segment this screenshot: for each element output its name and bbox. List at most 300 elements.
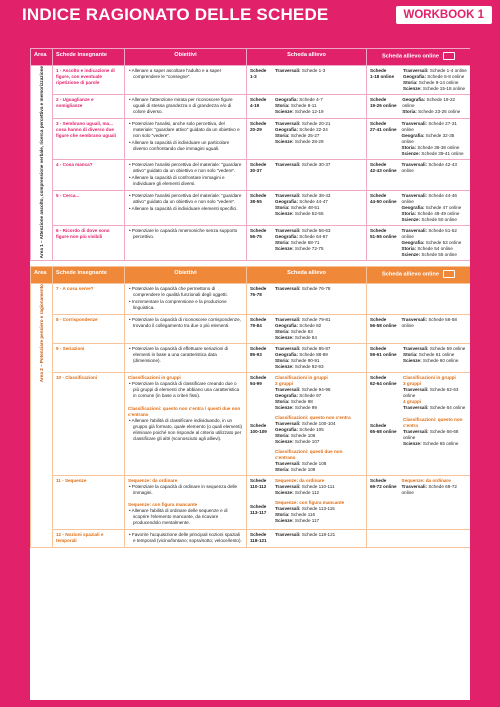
objectives-cell (125, 344, 247, 373)
objective-text: Potenziare l'analisi percettiva del materiale: "guardare attivo" guidato da un obiettivo e non solo "vedere". (131, 193, 242, 204)
schede-range: Schede 109 (289, 467, 316, 472)
schede-range: Schede 19-22 online (402, 97, 456, 108)
subject-label: Storia: (403, 80, 418, 85)
table-header (31, 49, 471, 66)
schede-range: Schede 44-47 (297, 199, 328, 204)
teacher-sheet-cell (53, 344, 125, 373)
objective-item: • Potenziare la capacità che permettono di comprendere le qualità funzionali degli oggetti. (129, 286, 228, 297)
student-online-cell (367, 284, 471, 315)
objective-text: Allenare la capacità di individuare elementi specifici. (131, 206, 238, 211)
schede-line (403, 405, 467, 411)
schede-label: Schede (250, 162, 267, 167)
subject-label: Trasversali: (275, 387, 301, 392)
schede-label: Schede (370, 478, 387, 483)
schede-number: 110-112 (250, 484, 267, 489)
student-online-cell (367, 191, 471, 226)
schede-number: 79-84 (250, 323, 262, 328)
student-cell (247, 160, 367, 191)
subject-label: Trasversali: (275, 228, 301, 233)
schede-line (402, 133, 468, 145)
schede-number: 76-78 (250, 292, 262, 297)
subject-label: Geografia: (275, 323, 298, 328)
table-row (31, 315, 471, 344)
col-teacher: Schede insegnante (53, 267, 125, 284)
subsection-title: 4 gruppi (403, 399, 422, 404)
objectives-cell (125, 95, 247, 119)
schede-range: Schede 62-63 online (403, 387, 459, 398)
subject-label: Trasversali: (401, 484, 428, 489)
objective-text: Allenare l'attenzione mirata per riconoscere figure uguali di stessa grandezza o di grandezza e/o di colore diverso. (131, 97, 233, 114)
schede-line (403, 387, 467, 399)
subject-label: Trasversali: (403, 405, 429, 410)
objectives-cell (125, 66, 247, 95)
schede-range: Schede 94-96 (300, 387, 331, 392)
student-online-cell (367, 373, 471, 476)
schede-line (402, 484, 468, 496)
subsection-title: Sequenze: da ordinare (275, 478, 325, 483)
teacher-sheet-title: 5 - Cerca... (56, 193, 80, 198)
schede-line (402, 97, 467, 109)
schede-range: Schede 56-58 online (401, 317, 457, 328)
subject-label: Scienze: (275, 335, 294, 340)
schede-label: Schede (250, 193, 267, 198)
schede-range: Schede 118-121 (300, 532, 336, 537)
schede-range: Schede 69-72 online (401, 484, 457, 495)
area-label-cell (31, 284, 53, 548)
subject-label: Scienze: (275, 139, 294, 144)
col-student: Scheda allievo (247, 49, 367, 66)
subsection-title: Classificazioni: questi due non c'entrano (275, 449, 343, 460)
subject-label: Trasversali: (275, 484, 301, 489)
subsection-title: Classificazioni: questo non c'entra (275, 415, 351, 420)
schede-line (275, 532, 335, 538)
schede-range: Schede 98 (289, 399, 313, 404)
subject-label: Trasversali: (275, 68, 301, 73)
schede-range: Schede 79-81 (300, 317, 331, 322)
objectives-cell (125, 191, 247, 226)
table-row (31, 284, 471, 315)
subject-label: Storia: (275, 358, 290, 363)
schede-range: Schede 23-26 online (416, 109, 461, 114)
subject-label: Scienze: (275, 246, 294, 251)
schede-range: Schede 76-78 (300, 286, 331, 291)
subject-label: Storia: (275, 240, 290, 245)
schede-range: Schede 54 online (416, 246, 453, 251)
schede-line (403, 358, 465, 364)
subject-label: Scienze: (401, 217, 421, 222)
schede-range: Schede 48-49 online (416, 211, 460, 216)
objective-item: • Potenziare la capacità di riconoscere corrispondenze, trovando il collegamento tra due o più elementi. (129, 317, 241, 328)
subject-label: Storia: (275, 399, 290, 404)
objectives-cell (125, 373, 247, 476)
student-online-cell (367, 66, 471, 95)
subject-label: Trasversali: (401, 193, 428, 198)
schede-label: Schede (370, 162, 387, 167)
student-cell (247, 530, 367, 548)
schede-range: Schede 47 online (424, 205, 462, 210)
subject-label: Scienze: (275, 439, 294, 444)
schede-label: Schede (370, 121, 387, 126)
subject-label: Storia: (275, 512, 290, 517)
objective-text: Potenziare la capacità di classificare creando due o più gruppi di elementi che abbiano una caratteristica in comune (in base a criteri fissi). (131, 381, 240, 398)
subject-label: Geografia: (275, 352, 298, 357)
subject-label: Trasversali: (275, 421, 301, 426)
schede-range: Schede 61 online (417, 352, 455, 357)
teacher-sheet-cell (53, 530, 125, 548)
schede-range: Schede 32-35 online (401, 133, 455, 144)
teacher-sheet-title: 9 - Seriazioni (56, 346, 85, 351)
subject-label: Trasversali: (275, 162, 301, 167)
table-header (31, 267, 471, 284)
schede-line (275, 364, 330, 370)
schede-line (403, 86, 467, 92)
student-online-cell (367, 95, 471, 119)
subject-label: Storia: (275, 467, 290, 472)
schede-range: Schede 27-31 online (401, 121, 457, 132)
subject-label: Storia: (402, 109, 417, 114)
schede-line (402, 151, 468, 157)
student-cell (247, 66, 367, 95)
schede-line (275, 467, 363, 473)
col-student-online: Scheda allievo online (367, 267, 471, 284)
objective-text: Incrementare la comprensione e la produzione linguistica. (131, 299, 227, 310)
schede-line (402, 193, 468, 205)
index-sheet (30, 48, 470, 700)
subject-label: Trasversali: (401, 317, 428, 322)
schede-number: 56-58 online (370, 323, 397, 328)
subject-label: Trasversali: (275, 532, 301, 537)
student-online-cell (367, 160, 471, 191)
objectives-cell (125, 160, 247, 191)
schede-label: Schede (250, 228, 267, 233)
schede-line (275, 335, 330, 341)
schede-number: 42-43 online (370, 168, 397, 173)
schede-range: Schede 28-29 (293, 139, 324, 144)
schede-line (275, 68, 325, 74)
schede-range: Schede 56-63 (300, 228, 331, 233)
teacher-sheet-title: 2 - Uguaglianze e somiglianze (56, 97, 94, 108)
objective-item: • Potenziare l'analisi percettiva del materiale: "guardare attivo" guidato da un obiettivo e non solo "vedere". (129, 193, 242, 204)
schede-label: Schede (370, 68, 387, 73)
schede-label: Schede (250, 423, 267, 428)
subject-label: Geografia: (401, 205, 425, 210)
schede-range: Schede 22-24 (297, 127, 328, 132)
subject-label: Trasversali: (401, 162, 428, 167)
teacher-sheet-title: 6 - Ricordo di dove sono figure non più visibili (56, 228, 110, 239)
student-online-cell (367, 119, 471, 160)
subject-label: Scienze: (403, 86, 422, 91)
schede-number: 38-55 (250, 199, 262, 204)
objective-item: • Potenziare l'analisi, anche solo percettiva, del materiale: "guardare attivo" guidato da un obiettivo e non solo "vedere". (129, 121, 240, 138)
teacher-sheet-title: 7 - A cosa serve? (56, 286, 94, 291)
subject-label: Trasversali: (275, 461, 301, 466)
schede-range: Schede 100-104 (300, 421, 336, 426)
col-student: Scheda allievo (247, 267, 367, 284)
subject-label: Storia: (403, 352, 418, 357)
subsection-title: Classificazioni in gruppi (275, 375, 328, 380)
student-cell (247, 95, 367, 119)
objectives-cell (125, 226, 247, 261)
subject-label: Scienze: (403, 358, 422, 363)
schede-line (402, 109, 467, 115)
subject-label: Scienze: (275, 490, 294, 495)
schede-label: Schede (250, 317, 267, 322)
schede-range: Schede 106 (289, 433, 316, 438)
objective-item: • Potenziare la capacità di classificare creando due o più gruppi di elementi che abbiano una caratteristica in comune (in base a criteri fissi). (129, 381, 240, 398)
objective-item: • Allenare la capacità di individuare un particolare diverso confrontando due immagini uguali. (129, 140, 230, 151)
subject-label: Scienze: (275, 364, 294, 369)
subject-label: Geografia: (403, 74, 426, 79)
subsection-title: Classificazioni: questo non c'entra / questi due non c'entrano (128, 406, 241, 417)
schede-label: Schede (250, 504, 267, 509)
objective-item: • Allenare l'abilità di classificare individuando, in un gruppo già formato, quale elemento (o quali elementi) eliminare poiché non risponde al criterio utilizzato per classificare gli altri (sconosciuto agli allievi). (129, 418, 243, 441)
schede-number: 100-109 (250, 429, 267, 434)
subject-label: Trasversali: (275, 506, 301, 511)
schede-range: Schede 68-71 (289, 240, 320, 245)
objective-text: Allenare la capacità di confrontare immagini e individuare gli elementi diversi. (131, 175, 225, 186)
subsection-title: Sequenze: da ordinare (128, 478, 178, 483)
col-objectives: Obiettivi (125, 49, 247, 66)
schede-number: 85-93 (250, 352, 262, 357)
schede-line (275, 246, 330, 252)
schede-range: Schede 92-93 (293, 364, 324, 369)
schede-number: 113-117 (250, 510, 267, 515)
schede-range: Schede 44-46 online (401, 193, 457, 204)
objective-text: Potenziare la capacità che permettono di comprendere le qualità funzionali degli oggetti. (131, 286, 228, 297)
student-online-cell (367, 226, 471, 261)
student-cell (247, 476, 367, 530)
area-label: Area 2 – Potenziare pensiero e ragionamento (38, 284, 44, 383)
teacher-sheet-cell (53, 160, 125, 191)
subject-label: Storia: (401, 145, 417, 150)
subject-label: Trasversali: (275, 121, 301, 126)
schede-line (402, 217, 468, 223)
schede-label: Schede (370, 228, 387, 233)
student-online-cell (367, 315, 471, 344)
table-row (31, 226, 471, 261)
subject-label: Geografia: (275, 427, 298, 432)
schede-range: Schede 97 (297, 393, 322, 398)
schede-label: Schede (250, 68, 267, 73)
teacher-sheet-cell (53, 315, 125, 344)
objective-item: • Potenziare le capacità mnemoniche senza supporto percettivo. (129, 228, 238, 239)
subject-label: Storia: (275, 205, 290, 210)
objective-item: • Potenziare l'analisi percettiva del materiale: "guardare attivo" guidato da un obiettivo e non solo "vedere". (129, 162, 242, 173)
subject-label: Storia: (401, 246, 417, 251)
objective-text: Potenziare la capacità di riconoscere corrispondenze, trovando il collegamento tra due o più elementi. (131, 317, 241, 328)
objective-item: • Favorire l'acquisizione delle principali nozioni spaziali e temporali (vicino/lontano; sopra/sotto; veloce/lento). (129, 532, 242, 543)
table-row (31, 476, 471, 530)
schede-number: 62-64 online (370, 381, 397, 386)
schede-label: Schede (370, 346, 387, 351)
col-student-online: Scheda allievo online (367, 49, 471, 66)
schede-number: 69-72 online (370, 484, 397, 489)
student-cell (247, 284, 367, 315)
objective-text: Potenziare l'analisi percettiva del materiale: "guardare attivo" guidato da un obiettivo e non solo "vedere". (131, 162, 242, 173)
teacher-sheet-cell (53, 226, 125, 261)
subsection-title: Classificazioni in gruppi (128, 375, 181, 380)
teacher-sheet-cell (53, 66, 125, 95)
table-row (31, 160, 471, 191)
monitor-icon (443, 52, 455, 60)
teacher-sheet-title: 10 - Classificazioni (56, 375, 98, 380)
schede-line (275, 518, 344, 524)
objective-item: • Allenare a saper ascoltare l'adulto e a saper comprendere le "consegne". (129, 68, 222, 79)
schede-range: Schede 5-8 online (425, 74, 465, 79)
schede-range: Schede 42-43 online (401, 162, 457, 173)
schede-label: Schede (370, 317, 387, 322)
objective-text: Allenare l'abilità di ordinare delle sequenze e di scoprire l'elemento mancante, da ricavare producendolo mentalmente. (131, 508, 228, 525)
schede-number: 30-37 (250, 168, 262, 173)
teacher-sheet-cell (53, 191, 125, 226)
subject-label: Trasversali: (403, 429, 429, 434)
schede-range: Schede 117 (293, 518, 320, 523)
objective-item: • Allenare l'abilità di ordinare delle sequenze e di scoprire l'elemento mancante, da ricavare producendolo mentalmente. (129, 508, 228, 525)
schede-range: Schede 60 online (421, 358, 459, 363)
schede-range: Schede 66-68 online (403, 429, 459, 440)
col-area: Area (31, 267, 53, 284)
page-title: INDICE RAGIONATO DELLE SCHEDE (22, 5, 329, 24)
schede-line (403, 441, 467, 447)
teacher-sheet-cell (53, 284, 125, 315)
schede-label: Schede (370, 193, 387, 198)
schede-range: Schede 113-115 (300, 506, 335, 511)
schede-range: Schede 107 (293, 439, 320, 444)
objectives-cell (125, 530, 247, 548)
teacher-sheet-cell (53, 476, 125, 530)
subject-label: Geografia: (275, 97, 298, 102)
schede-range: Schede 59 online (428, 346, 466, 351)
schede-range: Schede 53 online (424, 240, 462, 245)
objective-text: Allenare a saper ascoltare l'adulto e a saper comprendere le "consegne". (131, 68, 222, 79)
schede-range: Schede 1-4 online (428, 68, 467, 73)
schede-range: Schede 1-3 (300, 68, 326, 73)
subject-label: Storia: (275, 103, 290, 108)
objective-item: • Allenare l'attenzione mirata per riconoscere figure uguali di stessa grandezza o di grandezza e/o di colore diverso. (129, 97, 233, 114)
schede-label: Schede (250, 375, 267, 380)
schede-range: Schede 116 (289, 512, 316, 517)
objective-item: • Potenziare la capacità di ordinare in sequenza delle immagini. (129, 484, 238, 495)
subject-label: Geografia: (275, 199, 298, 204)
subject-label: Trasversali: (403, 387, 429, 392)
subject-label: Trasversali: (275, 346, 301, 351)
schede-range: Schede 105 (297, 427, 324, 432)
schede-range: Schede 90-91 (289, 358, 320, 363)
schede-range: Schede 50 online (420, 217, 457, 222)
teacher-sheet-title: 12 - Nozioni spaziali e temporali (56, 532, 104, 543)
schede-line (402, 252, 468, 258)
schede-range: Schede 39-41 online (420, 151, 464, 156)
objectives-cell (125, 284, 247, 315)
schede-number: 51-55 online (370, 234, 397, 239)
schede-number: 4-19 (250, 103, 260, 108)
schede-range: Schede 112 (293, 490, 320, 495)
subject-label: Trasversali: (275, 193, 301, 198)
teacher-sheet-title: 8 - Corrispondenze (56, 317, 98, 322)
objective-text: Allenare l'abilità di classificare individuando, in un gruppo già formato, quale elemento (o quali elementi) eliminare poiché non risponde al criterio utilizzato per classificare gli altri (sconosciuto agli allievi). (131, 418, 243, 441)
schede-range: Schede 55 online (420, 252, 457, 257)
subsection-title: Classificazioni: questo non c'entra (403, 417, 463, 428)
objectives-cell (125, 315, 247, 344)
col-area: Area (31, 49, 53, 66)
student-cell (247, 373, 367, 476)
col-objectives: Obiettivi (125, 267, 247, 284)
schede-range: Schede 72-75 (293, 246, 324, 251)
schede-line (402, 121, 468, 133)
schede-label: Schede (250, 532, 267, 537)
schede-range: Schede 52-55 (293, 211, 324, 216)
schede-label: Schede (250, 121, 267, 126)
subject-label: Trasversali: (401, 121, 428, 126)
schede-range: Schede 4-7 (297, 97, 323, 102)
subject-label: Scienze: (275, 518, 294, 523)
subject-label: Storia: (275, 133, 290, 138)
schede-range: Schede 64-67 (297, 234, 328, 239)
subject-label: Storia: (275, 329, 290, 334)
schede-range: Schede 82 (297, 323, 322, 328)
student-online-cell (367, 530, 471, 548)
subject-label: Scienze: (275, 109, 294, 114)
col-teacher: Schede insegnante (53, 49, 125, 66)
schede-range: Schede 84 (293, 335, 317, 340)
subject-label: Trasversali: (403, 68, 429, 73)
subject-label: Scienze: (275, 211, 294, 216)
schede-label: Schede (250, 286, 267, 291)
subject-label: Storia: (275, 433, 290, 438)
student-online-cell (367, 344, 471, 373)
schede-range: Schede 30-37 (300, 162, 331, 167)
schede-label: Schede (370, 97, 387, 102)
student-cell (247, 315, 367, 344)
subject-label: Geografia: (275, 234, 298, 239)
monitor-icon (443, 270, 455, 278)
schede-line (275, 139, 330, 145)
schede-range: Schede 36-38 online (416, 145, 460, 150)
subsection-title: 2 gruppi (275, 381, 294, 386)
schede-number: 59-61 online (370, 352, 397, 357)
student-cell (247, 191, 367, 226)
student-cell (247, 344, 367, 373)
subject-label: Geografia: (402, 97, 426, 102)
schede-number: 20-29 (250, 127, 262, 132)
objective-text: Potenziare la capacità di ordinare in sequenza delle immagini. (131, 484, 238, 495)
schede-line (275, 211, 330, 217)
schede-label: Schede (370, 375, 387, 380)
subsection-title: Sequenze: con figura mancante (275, 500, 345, 505)
schede-range: Schede 20-21 (300, 121, 331, 126)
schede-range: Schede 51-52 online (401, 228, 457, 239)
schede-range: Schede 110-111 (300, 484, 335, 489)
subsection-title: Sequenze: con figura mancante (128, 502, 198, 507)
schede-number: 65-68 online (370, 429, 397, 434)
objective-item: • Incrementare la comprensione e la produzione linguistica. (129, 299, 227, 310)
teacher-sheet-cell (53, 373, 125, 476)
subject-label: Geografia: (401, 240, 425, 245)
objective-item: • Potenziare la capacità di effettuare seriazioni di elementi in base a una caratteristica data (dimensione). (129, 346, 229, 363)
objective-item: • Allenare la capacità di confrontare immagini e individuare gli elementi diversi. (129, 175, 225, 186)
area-label-cell (31, 66, 53, 261)
objective-text: Potenziare l'analisi, anche solo percettiva, del materiale: "guardare attivo" guidato da un obiettivo e non solo "vedere". (131, 121, 240, 138)
index-table-area-2 (30, 266, 470, 548)
subsection-title: 3 gruppi (403, 381, 422, 386)
objectives-cell (125, 119, 247, 160)
subject-label: Trasversali: (403, 346, 429, 351)
workbook-badge: WORKBOOK 1 (396, 6, 493, 24)
schede-range: Schede 83 (289, 329, 313, 334)
schede-line (275, 162, 330, 168)
index-table-area-1 (30, 48, 470, 261)
table-row (31, 344, 471, 373)
